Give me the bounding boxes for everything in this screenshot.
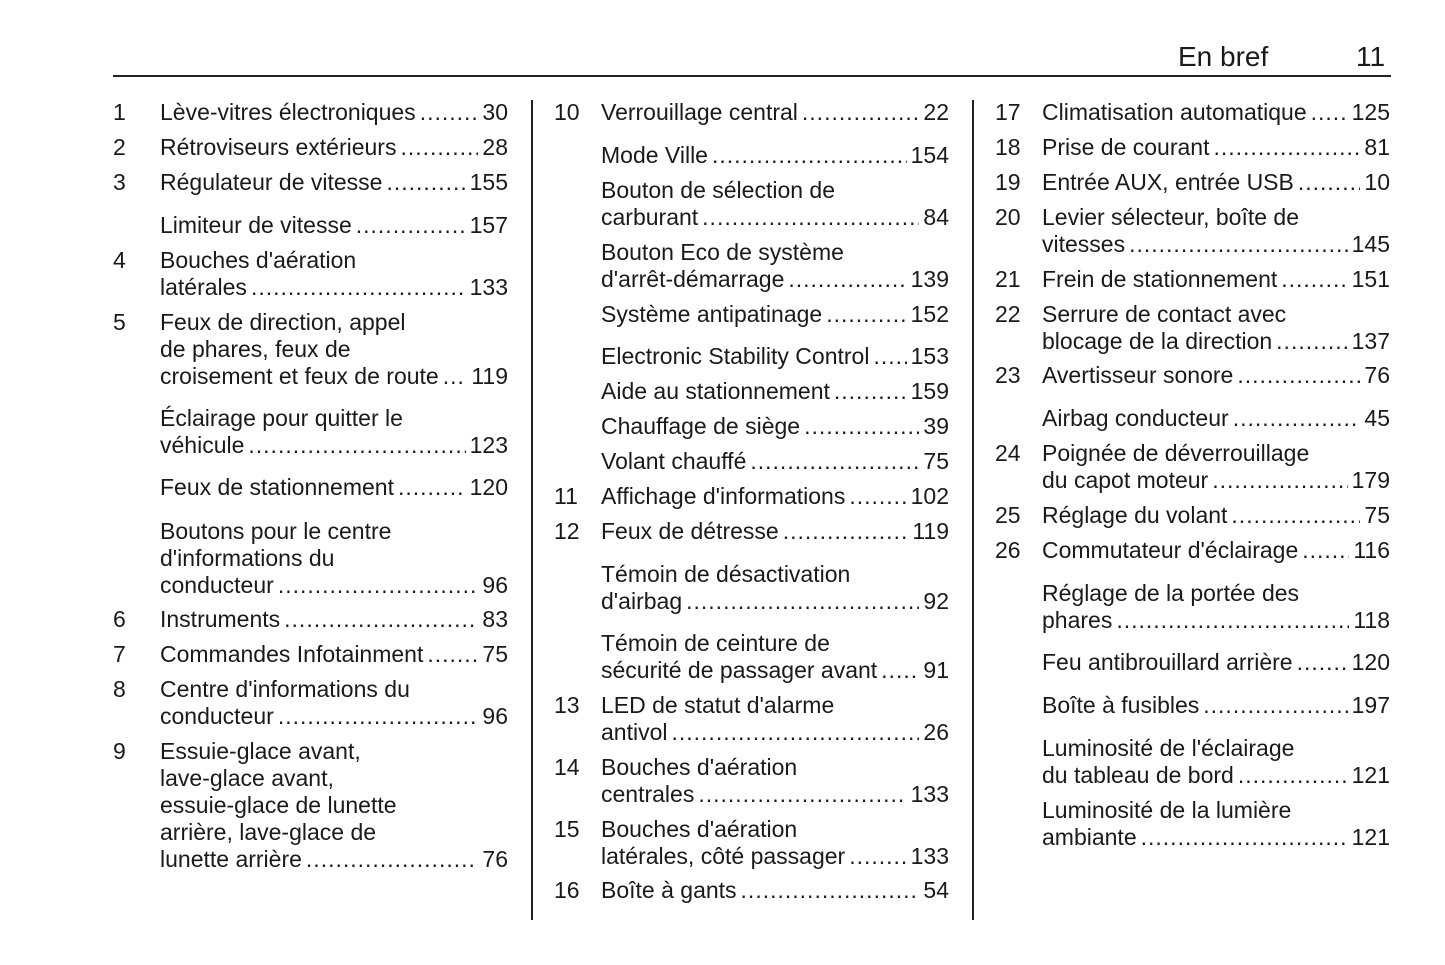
entry-number: 17 xyxy=(995,99,1021,125)
section-title: En bref xyxy=(1178,41,1269,72)
entry-label: Bouches d'aération xyxy=(601,816,798,842)
entry-label: Climatisation automatique xyxy=(1042,99,1307,125)
entry-label: croisement et feux de route xyxy=(160,363,439,389)
entry-label: Essuie-glace avant, xyxy=(160,738,361,764)
entry-number: 8 xyxy=(113,676,126,702)
entry-label: de phares, feux de xyxy=(160,336,351,362)
dot-leader xyxy=(284,606,478,633)
entry-page: 125 xyxy=(1351,99,1390,125)
entry-label: du capot moteur xyxy=(1042,467,1209,493)
entry-page: 133 xyxy=(910,843,949,869)
entry-page: 179 xyxy=(1351,467,1390,493)
entry-number: 20 xyxy=(995,204,1021,230)
dot-leader xyxy=(278,703,479,730)
dot-leader xyxy=(802,99,920,126)
entry-page: 121 xyxy=(1351,762,1390,788)
entry-label: véhicule xyxy=(160,432,245,458)
entry-label: Bouton de sélection de xyxy=(601,177,836,203)
entry-label: Mode Ville xyxy=(601,142,708,168)
dot-leader xyxy=(1297,649,1348,676)
entry-label: Prise de courant xyxy=(1042,134,1210,160)
entry-label: Poignée de déverrouillage xyxy=(1042,440,1310,466)
entry-page: 120 xyxy=(1351,649,1390,675)
entry-label: Luminosité de l'éclairage xyxy=(1042,735,1295,761)
entry-page: 120 xyxy=(469,474,508,500)
entry-page: 123 xyxy=(469,432,508,458)
dot-leader xyxy=(1237,362,1360,389)
dot-leader xyxy=(804,413,919,440)
dot-leader xyxy=(1231,502,1360,529)
entry-page: 75 xyxy=(482,641,508,667)
entry-label: Feu antibrouillard arrière xyxy=(1042,649,1293,675)
entry-label: Commandes Infotainment xyxy=(160,641,424,667)
entry-page: 81 xyxy=(1364,134,1390,160)
entry-label: lunette arrière xyxy=(160,846,302,872)
entry-page: 92 xyxy=(923,588,949,614)
entry-label: arrière, lave-glace de xyxy=(160,819,377,845)
entry-page: 157 xyxy=(469,212,508,238)
entry-page: 119 xyxy=(912,518,949,544)
entry-number: 18 xyxy=(995,134,1021,160)
entry-number: 21 xyxy=(995,266,1021,292)
dot-leader xyxy=(1298,169,1361,196)
entry-label: Limiteur de vitesse xyxy=(160,212,352,238)
entry-label: Instruments xyxy=(160,606,281,632)
dot-leader xyxy=(826,301,906,328)
entry-label: latérales xyxy=(160,274,247,300)
dot-leader xyxy=(1212,467,1347,494)
entry-label: Chauffage de siège xyxy=(601,413,801,439)
dot-leader xyxy=(386,169,465,196)
entry-label: Avertisseur sonore xyxy=(1042,362,1234,388)
entry-page: 76 xyxy=(1364,362,1390,388)
entry-page: 133 xyxy=(469,274,508,300)
entry-page: 96 xyxy=(482,703,508,729)
dot-leader xyxy=(741,877,920,904)
page-number: 11 xyxy=(1356,41,1386,72)
entry-page: 84 xyxy=(923,204,949,230)
entry-number: 12 xyxy=(554,518,580,544)
dot-leader xyxy=(686,588,919,615)
entry-label: ambiante xyxy=(1042,824,1137,850)
entry-label: Régulateur de vitesse xyxy=(160,169,383,195)
entry-number: 3 xyxy=(113,169,126,195)
entry-page: 151 xyxy=(1351,266,1390,292)
dot-leader xyxy=(698,781,906,808)
entry-label: lave-glace avant, xyxy=(160,765,334,791)
entry-number: 1 xyxy=(113,99,126,125)
entry-number: 13 xyxy=(554,692,580,718)
dot-leader xyxy=(849,843,906,870)
entry-label: Boîte à fusibles xyxy=(1042,692,1200,718)
entry-label: d'informations du xyxy=(160,545,335,571)
entry-page: 76 xyxy=(482,846,508,872)
entry-label: Témoin de désactivation xyxy=(601,561,851,587)
dot-leader xyxy=(1281,266,1347,293)
entry-label: centrales xyxy=(601,781,695,807)
entry-label: Rétroviseurs extérieurs xyxy=(160,134,397,160)
dot-leader xyxy=(278,572,479,599)
entry-page: 30 xyxy=(482,99,508,125)
entry-page: 159 xyxy=(910,378,949,404)
entry-page: 83 xyxy=(482,606,508,632)
entry-page: 91 xyxy=(923,657,949,683)
entry-label: d'airbag xyxy=(601,588,683,614)
entry-label: Commutateur d'éclairage xyxy=(1042,537,1299,563)
entry-page: 153 xyxy=(910,343,949,369)
dot-leader xyxy=(1276,328,1347,355)
entry-page: 118 xyxy=(1353,607,1390,633)
entry-page: 26 xyxy=(923,719,949,745)
dot-leader xyxy=(251,274,466,301)
dot-leader xyxy=(356,212,466,239)
entry-label: Témoin de ceinture de xyxy=(601,630,830,656)
entry-label: Éclairage pour quitter le xyxy=(160,405,403,431)
dot-leader xyxy=(248,432,465,459)
entry-label: Bouches d'aération xyxy=(601,754,798,780)
entry-label: blocage de la direction xyxy=(1042,328,1273,354)
entry-label: Réglage de la portée des xyxy=(1042,580,1300,606)
entry-label: LED de statut d'alarme xyxy=(601,692,835,718)
entry-label: Serrure de contact avec xyxy=(1042,301,1287,327)
entry-page: 197 xyxy=(1351,692,1390,718)
entry-label: essuie-glace de lunette xyxy=(160,792,397,818)
entry-number: 26 xyxy=(995,537,1021,563)
entry-label: d'arrêt-démarrage xyxy=(601,266,785,292)
dot-leader xyxy=(1213,134,1360,161)
entry-number: 24 xyxy=(995,440,1021,466)
entry-number: 2 xyxy=(113,134,126,160)
entry-label: Réglage du volant xyxy=(1042,502,1228,528)
entry-page: 137 xyxy=(1351,328,1390,354)
entry-number: 11 xyxy=(554,483,578,509)
entry-page: 133 xyxy=(910,781,949,807)
entry-number: 6 xyxy=(113,606,126,632)
entry-page: 119 xyxy=(471,363,508,389)
entry-page: 75 xyxy=(1364,502,1390,528)
entry-label: phares xyxy=(1042,607,1113,633)
dot-leader xyxy=(306,846,478,873)
entry-label: Lève-vitres électroniques xyxy=(160,99,416,125)
entry-number: 10 xyxy=(554,99,580,125)
entry-label: Feux de stationnement xyxy=(160,474,394,500)
dot-leader xyxy=(420,99,479,126)
entry-page: 154 xyxy=(910,142,949,168)
entry-label: conducteur xyxy=(160,703,274,729)
entry-label: Feux de détresse xyxy=(601,518,779,544)
dot-leader xyxy=(873,343,906,370)
entry-page: 96 xyxy=(482,572,508,598)
entry-number: 9 xyxy=(113,738,126,764)
dot-leader xyxy=(712,142,907,169)
dot-leader xyxy=(783,518,909,545)
entry-page: 10 xyxy=(1364,169,1390,195)
entry-page: 102 xyxy=(910,483,949,509)
header-rule xyxy=(113,75,1391,77)
dot-leader xyxy=(788,266,906,293)
entry-label: Volant chauffé xyxy=(601,448,747,474)
entry-label: sécurité de passager avant xyxy=(601,657,878,683)
dot-leader xyxy=(400,134,478,161)
dot-leader xyxy=(1116,607,1349,634)
dot-leader xyxy=(849,483,906,510)
entry-label: Entrée AUX, entrée USB xyxy=(1042,169,1294,195)
entry-number: 16 xyxy=(554,877,580,903)
entry-page: 22 xyxy=(923,99,949,125)
entry-label: Luminosité de la lumière xyxy=(1042,797,1292,823)
dot-leader xyxy=(750,448,919,475)
dot-leader xyxy=(1141,824,1348,851)
entry-page: 155 xyxy=(469,169,508,195)
entry-label: vitesses xyxy=(1042,231,1126,257)
entry-number: 23 xyxy=(995,362,1021,388)
entry-label: antivol xyxy=(601,719,668,745)
entry-number: 14 xyxy=(554,754,580,780)
dot-leader xyxy=(443,363,468,390)
entry-page: 121 xyxy=(1351,824,1390,850)
dot-leader xyxy=(398,474,466,501)
entry-label: Boîte à gants xyxy=(601,877,737,903)
entry-label: Bouton Eco de système xyxy=(601,239,844,265)
entry-number: 22 xyxy=(995,301,1021,327)
entry-page: 45 xyxy=(1364,405,1390,431)
dot-leader xyxy=(702,204,919,231)
entry-page: 75 xyxy=(923,448,949,474)
dot-leader xyxy=(1311,99,1348,126)
entry-number: 25 xyxy=(995,502,1021,528)
dot-leader xyxy=(834,378,907,405)
dot-leader xyxy=(671,719,919,746)
column-divider xyxy=(531,100,533,920)
entry-label: du tableau de bord xyxy=(1042,762,1234,788)
dot-leader xyxy=(1129,231,1348,258)
entry-page: 145 xyxy=(1351,231,1390,257)
entry-page: 39 xyxy=(923,413,949,439)
entry-label: conducteur xyxy=(160,572,274,598)
entry-label: Aide au stationnement xyxy=(601,378,830,404)
entry-page: 54 xyxy=(923,877,949,903)
dot-leader xyxy=(427,641,478,668)
entry-label: Verrouillage central xyxy=(601,99,798,125)
entry-label: Frein de stationnement xyxy=(1042,266,1278,292)
entry-page: 116 xyxy=(1353,537,1390,563)
entry-label: Electronic Stability Control xyxy=(601,343,870,369)
entry-label: latérales, côté passager xyxy=(601,843,846,869)
entry-label: Centre d'informations du xyxy=(160,676,410,702)
entry-label: Levier sélecteur, boîte de xyxy=(1042,204,1299,230)
entry-page: 28 xyxy=(482,134,508,160)
dot-leader xyxy=(1233,405,1361,432)
entry-number: 19 xyxy=(995,169,1021,195)
entry-label: Boutons pour le centre xyxy=(160,518,392,544)
entry-number: 15 xyxy=(554,816,580,842)
dot-leader xyxy=(1238,762,1348,789)
entry-label: Affichage d'informations xyxy=(601,483,846,509)
entry-label: Système antipatinage xyxy=(601,301,823,327)
dot-leader xyxy=(881,657,919,684)
entry-label: Bouches d'aération xyxy=(160,247,357,273)
entry-label: carburant xyxy=(601,204,699,230)
entry-label: Airbag conducteur xyxy=(1042,405,1229,431)
dot-leader xyxy=(1203,692,1347,719)
entry-number: 7 xyxy=(113,641,126,667)
entry-label: Feux de direction, appel xyxy=(160,309,406,335)
column-divider xyxy=(972,100,974,920)
entry-page: 139 xyxy=(910,266,949,292)
entry-page: 152 xyxy=(910,301,949,327)
entry-number: 4 xyxy=(113,247,126,273)
dot-leader xyxy=(1302,537,1349,564)
entry-number: 5 xyxy=(113,309,126,335)
